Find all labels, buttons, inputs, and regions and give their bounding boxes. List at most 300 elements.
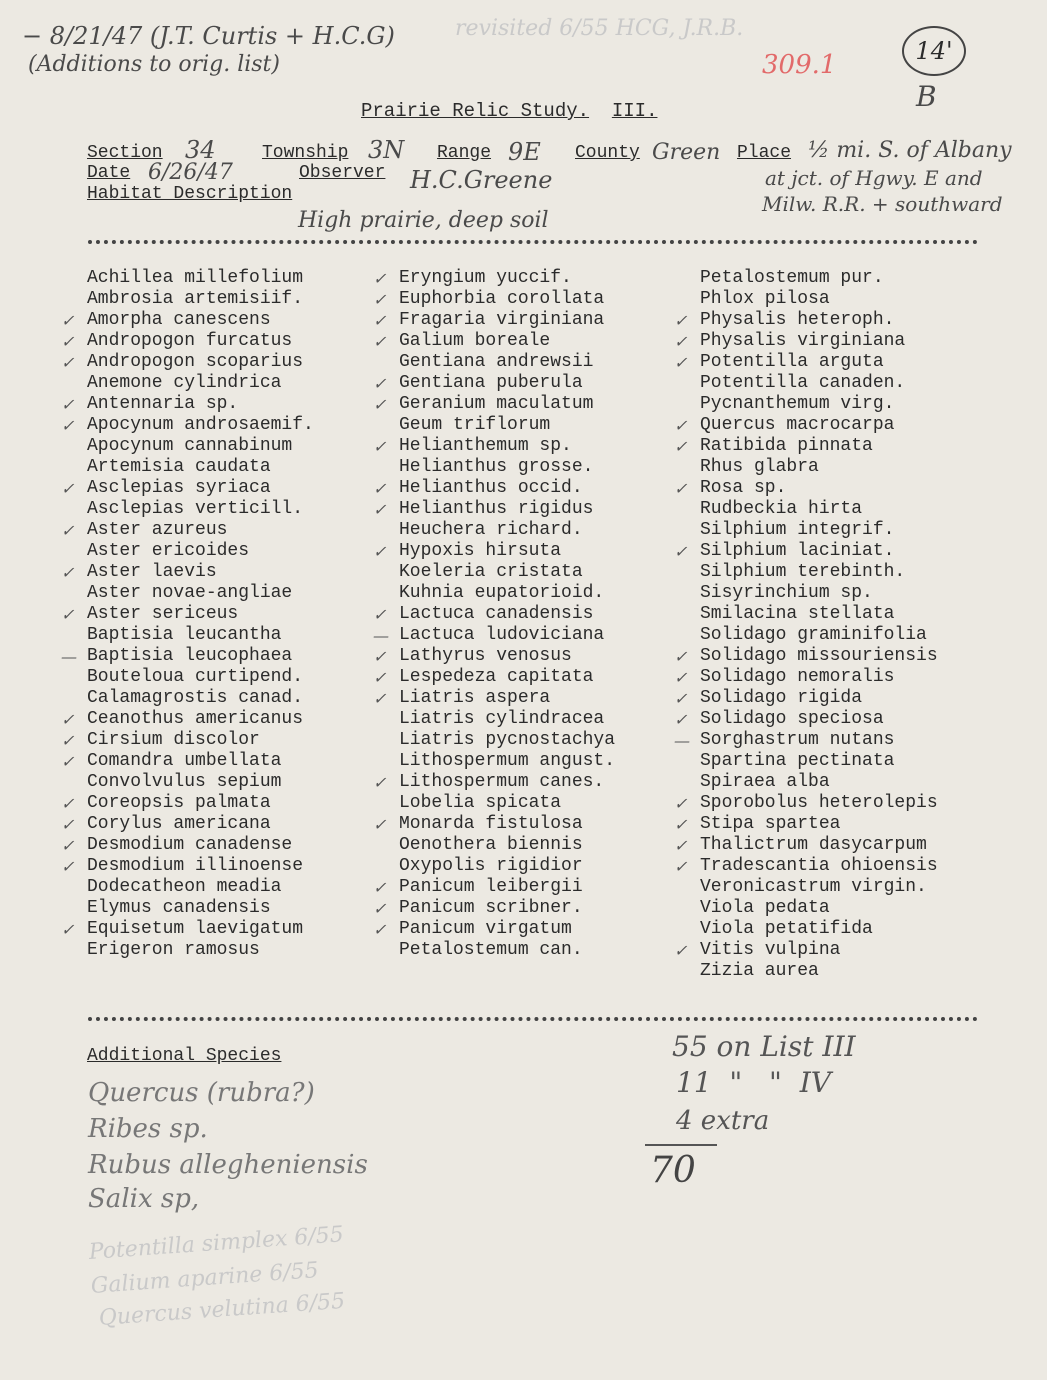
range-value: 9E bbox=[508, 138, 541, 166]
species-name: Solidago rigida bbox=[700, 688, 863, 708]
species-name: Ambrosia artemisiif. bbox=[87, 289, 304, 309]
species-name: Silphium terebinth. bbox=[700, 562, 906, 582]
species-row bbox=[674, 415, 938, 436]
species-name: Heuchera richard. bbox=[399, 520, 583, 540]
sheet-letter: B bbox=[916, 80, 937, 113]
species-name: Spartina pectinata bbox=[700, 751, 895, 771]
species-name: Solidago speciosa bbox=[700, 709, 884, 729]
species-name: Lactuca ludoviciana bbox=[399, 625, 605, 645]
species-row bbox=[700, 625, 938, 646]
check-mark-icon: ✓ bbox=[674, 668, 688, 687]
species-row bbox=[373, 625, 615, 646]
check-mark-icon: ✓ bbox=[674, 710, 688, 729]
species-name: Phlox pilosa bbox=[700, 289, 830, 309]
additional-item: Rubus allegheniensis bbox=[88, 1150, 368, 1180]
date-label: Date bbox=[87, 163, 131, 183]
species-row bbox=[399, 709, 615, 730]
tally-rule bbox=[645, 1144, 717, 1146]
species-row bbox=[700, 604, 938, 625]
species-row bbox=[373, 331, 615, 352]
species-row bbox=[700, 583, 938, 604]
species-name: Helianthus grosse. bbox=[399, 457, 594, 477]
check-mark-icon: ✓ bbox=[674, 311, 688, 330]
species-name: Koeleria cristata bbox=[399, 562, 583, 582]
species-row bbox=[87, 499, 314, 520]
check-mark-icon: ✓ bbox=[373, 647, 387, 666]
species-name: Physalis virginiana bbox=[700, 331, 906, 351]
species-name: Viola petatifida bbox=[700, 919, 873, 939]
species-name: Aster sericeus bbox=[87, 604, 239, 624]
species-name: Stipa spartea bbox=[700, 814, 841, 834]
species-name: Panicum virgatum bbox=[399, 919, 572, 939]
species-row bbox=[674, 436, 938, 457]
check-mark-icon: ✓ bbox=[674, 815, 688, 834]
species-column-2 bbox=[373, 268, 616, 961]
check-mark-icon: ✓ bbox=[61, 563, 75, 582]
check-mark-icon: ✓ bbox=[61, 353, 75, 372]
species-row bbox=[61, 646, 314, 667]
species-row bbox=[399, 415, 615, 436]
check-mark-icon: ✓ bbox=[61, 752, 75, 771]
species-row bbox=[87, 268, 314, 289]
observer-value: H.C.Greene bbox=[410, 166, 553, 194]
check-mark-icon: ✓ bbox=[373, 269, 387, 288]
species-name: Tradescantia ohioensis bbox=[700, 856, 938, 876]
species-name: Solidago nemoralis bbox=[700, 667, 895, 687]
species-name: Corylus americana bbox=[87, 814, 271, 834]
species-row bbox=[87, 772, 314, 793]
check-mark-icon: ✓ bbox=[61, 332, 75, 351]
additional-species-label: Additional Species bbox=[87, 1046, 282, 1066]
species-name: Andropogon furcatus bbox=[87, 331, 293, 351]
species-row bbox=[674, 730, 938, 751]
species-name: Geranium maculatum bbox=[399, 394, 594, 414]
check-mark-icon: ✓ bbox=[61, 815, 75, 834]
species-name: Bouteloua curtipend. bbox=[87, 667, 304, 687]
species-row bbox=[399, 562, 615, 583]
species-row bbox=[674, 478, 938, 499]
species-row bbox=[674, 331, 938, 352]
check-mark-icon: ✓ bbox=[373, 878, 387, 897]
species-row bbox=[61, 919, 314, 940]
species-name: Helianthus occid. bbox=[399, 478, 583, 498]
species-name: Panicum leibergii bbox=[399, 877, 583, 897]
species-name: Convolvulus sepium bbox=[87, 772, 282, 792]
species-row bbox=[61, 520, 314, 541]
species-name: Gentiana andrewsii bbox=[399, 352, 594, 372]
faint-item: Galium aparine 6/55 bbox=[90, 1258, 320, 1299]
range-label: Range bbox=[437, 143, 492, 163]
species-row bbox=[700, 961, 938, 982]
species-row bbox=[61, 709, 314, 730]
check-mark-icon: ✓ bbox=[61, 395, 75, 414]
species-row bbox=[674, 310, 938, 331]
species-name: Sorghastrum nutans bbox=[700, 730, 895, 750]
species-row bbox=[61, 814, 314, 835]
species-row bbox=[674, 835, 938, 856]
species-name: Thalictrum dasycarpum bbox=[700, 835, 927, 855]
species-row bbox=[373, 541, 615, 562]
check-mark-icon: ✓ bbox=[61, 920, 75, 939]
check-mark-icon: ✓ bbox=[373, 542, 387, 561]
check-mark-icon: ✓ bbox=[373, 290, 387, 309]
species-name: Baptisia leucophaea bbox=[87, 646, 293, 666]
species-name: Galium boreale bbox=[399, 331, 551, 351]
species-row bbox=[61, 331, 314, 352]
check-mark-icon: ✓ bbox=[373, 437, 387, 456]
species-name: Aster novae-angliae bbox=[87, 583, 293, 603]
species-row bbox=[87, 436, 314, 457]
section-label: Section bbox=[87, 143, 163, 163]
species-name: Equisetum laevigatum bbox=[87, 919, 304, 939]
species-row bbox=[700, 457, 938, 478]
check-mark-icon: ✓ bbox=[674, 542, 688, 561]
species-name: Solidago missouriensis bbox=[700, 646, 938, 666]
species-row bbox=[674, 688, 938, 709]
county-label: County bbox=[575, 143, 640, 163]
species-row bbox=[674, 793, 938, 814]
species-name: Apocynum androsaemif. bbox=[87, 415, 314, 435]
species-name: Kuhnia eupatorioid. bbox=[399, 583, 605, 603]
place-label: Place bbox=[737, 143, 792, 163]
check-mark-icon: ✓ bbox=[61, 710, 75, 729]
tally-line-2: 11 " " IV bbox=[676, 1066, 831, 1099]
check-mark-icon: ✓ bbox=[373, 668, 387, 687]
species-name: Spiraea alba bbox=[700, 772, 830, 792]
species-row bbox=[674, 667, 938, 688]
species-name: Lathyrus venosus bbox=[399, 646, 572, 666]
check-mark-icon: ✓ bbox=[373, 689, 387, 708]
species-row bbox=[674, 856, 938, 877]
species-name: Viola pedata bbox=[700, 898, 830, 918]
species-name: Monarda fistulosa bbox=[399, 814, 583, 834]
check-mark-icon: ✓ bbox=[373, 332, 387, 351]
tally-total: 70 bbox=[650, 1150, 696, 1191]
place-value-3: Milw. R.R. + southward bbox=[762, 192, 1003, 216]
habitat-label: Habitat Description bbox=[87, 184, 293, 204]
species-name: Zizia aurea bbox=[700, 961, 819, 981]
species-row bbox=[87, 541, 314, 562]
species-name: Ceanothus americanus bbox=[87, 709, 304, 729]
check-mark-icon: ✓ bbox=[373, 920, 387, 939]
species-name: Pycnanthemum virg. bbox=[700, 394, 895, 414]
species-row bbox=[87, 373, 314, 394]
check-mark-icon: ✓ bbox=[61, 521, 75, 540]
species-row bbox=[373, 289, 615, 310]
species-row bbox=[61, 562, 314, 583]
species-row bbox=[399, 520, 615, 541]
place-value-2: at jct. of Hgwy. E and bbox=[765, 166, 983, 190]
species-row bbox=[674, 352, 938, 373]
check-mark-icon: ✓ bbox=[674, 794, 688, 813]
species-row bbox=[373, 499, 615, 520]
species-row bbox=[61, 751, 314, 772]
dash-mark-icon: — bbox=[674, 731, 690, 750]
check-mark-icon: ✓ bbox=[674, 941, 688, 960]
species-row bbox=[87, 688, 314, 709]
species-row bbox=[399, 835, 615, 856]
species-row bbox=[399, 793, 615, 814]
check-mark-icon: ✓ bbox=[674, 353, 688, 372]
species-row bbox=[87, 898, 314, 919]
species-name: Andropogon scoparius bbox=[87, 352, 304, 372]
title-text: Prairie Relic Study. bbox=[361, 100, 590, 122]
species-name: Quercus macrocarpa bbox=[700, 415, 895, 435]
township-value: 3N bbox=[368, 136, 405, 164]
check-mark-icon: ✓ bbox=[674, 836, 688, 855]
species-name: Solidago graminifolia bbox=[700, 625, 927, 645]
species-row bbox=[87, 457, 314, 478]
observer-label: Observer bbox=[299, 163, 386, 183]
species-name: Antennaria sp. bbox=[87, 394, 239, 414]
additional-item: Quercus (rubra?) bbox=[88, 1078, 315, 1108]
species-row bbox=[700, 289, 938, 310]
check-mark-icon: ✓ bbox=[373, 899, 387, 918]
check-mark-icon: ✓ bbox=[373, 479, 387, 498]
species-name: Desmodium canadense bbox=[87, 835, 293, 855]
species-row bbox=[399, 856, 615, 877]
species-name: Lithospermum canes. bbox=[399, 772, 605, 792]
check-mark-icon: ✓ bbox=[373, 605, 387, 624]
species-row bbox=[373, 688, 615, 709]
check-mark-icon: ✓ bbox=[674, 479, 688, 498]
divider-top bbox=[88, 240, 978, 244]
species-name: Artemisia caudata bbox=[87, 457, 271, 477]
species-row bbox=[373, 268, 615, 289]
check-mark-icon: ✓ bbox=[674, 857, 688, 876]
township-label: Township bbox=[262, 143, 349, 163]
species-name: Silphium integrif. bbox=[700, 520, 895, 540]
species-name: Desmodium illinoense bbox=[87, 856, 304, 876]
tally-line-3: 4 extra bbox=[676, 1106, 770, 1136]
species-name: Aster laevis bbox=[87, 562, 217, 582]
faint-item: Potentilla simplex 6/55 bbox=[88, 1222, 345, 1265]
check-mark-icon: ✓ bbox=[373, 815, 387, 834]
page-title bbox=[361, 100, 657, 122]
species-row bbox=[700, 562, 938, 583]
title-number: III. bbox=[611, 100, 658, 122]
species-name: Rhus glabra bbox=[700, 457, 819, 477]
species-row bbox=[373, 877, 615, 898]
species-row bbox=[87, 583, 314, 604]
tally-line-1: 55 on List III bbox=[672, 1030, 856, 1063]
check-mark-icon: ✓ bbox=[674, 689, 688, 708]
species-name: Lactuca canadensis bbox=[399, 604, 594, 624]
section-value: 34 bbox=[185, 136, 216, 164]
species-name: Euphorbia corollata bbox=[399, 289, 605, 309]
species-name: Petalostemum can. bbox=[399, 940, 583, 960]
county-value: Green bbox=[652, 140, 721, 165]
species-row bbox=[674, 646, 938, 667]
species-row bbox=[373, 394, 615, 415]
species-row bbox=[61, 478, 314, 499]
species-row bbox=[61, 604, 314, 625]
species-row bbox=[700, 499, 938, 520]
species-row bbox=[399, 751, 615, 772]
species-name: Lespedeza capitata bbox=[399, 667, 594, 687]
check-mark-icon: ✓ bbox=[61, 479, 75, 498]
species-name: Rudbeckia hirta bbox=[700, 499, 863, 519]
species-row bbox=[700, 898, 938, 919]
species-name: Liatris aspera bbox=[399, 688, 551, 708]
date-note: − 8/21/47 (J.T. Curtis + H.C.G) bbox=[22, 22, 395, 50]
species-name: Erigeron ramosus bbox=[87, 940, 260, 960]
species-name: Lithospermum angust. bbox=[399, 751, 616, 771]
date-note-sub: (Additions to orig. list) bbox=[28, 52, 280, 77]
check-mark-icon: ✓ bbox=[674, 437, 688, 456]
check-mark-icon: ✓ bbox=[373, 311, 387, 330]
species-row bbox=[399, 583, 615, 604]
check-mark-icon: ✓ bbox=[373, 773, 387, 792]
species-name: Oenothera biennis bbox=[399, 835, 583, 855]
species-name: Oxypolis rigidior bbox=[399, 856, 583, 876]
species-row bbox=[674, 814, 938, 835]
species-name: Vitis vulpina bbox=[700, 940, 841, 960]
check-mark-icon: ✓ bbox=[674, 332, 688, 351]
species-row bbox=[61, 730, 314, 751]
faint-item: Quercus velutina 6/55 bbox=[98, 1288, 346, 1331]
species-row bbox=[674, 541, 938, 562]
species-name: Achillea millefolium bbox=[87, 268, 304, 288]
species-row bbox=[373, 814, 615, 835]
check-mark-icon: ✓ bbox=[61, 731, 75, 750]
species-name: Coreopsis palmata bbox=[87, 793, 271, 813]
species-name: Anemone cylindrica bbox=[87, 373, 282, 393]
revisited-note: revisited 6/55 HCG, J.R.B. bbox=[455, 16, 744, 41]
species-name: Calamagrostis canad. bbox=[87, 688, 304, 708]
species-row bbox=[700, 919, 938, 940]
species-row bbox=[61, 793, 314, 814]
check-mark-icon: ✓ bbox=[61, 794, 75, 813]
species-name: Petalostemum pur. bbox=[700, 268, 884, 288]
species-name: Potentilla arguta bbox=[700, 352, 884, 372]
species-name: Baptisia leucantha bbox=[87, 625, 282, 645]
species-row bbox=[700, 751, 938, 772]
species-row bbox=[61, 310, 314, 331]
check-mark-icon: ✓ bbox=[61, 836, 75, 855]
species-name: Amorpha canescens bbox=[87, 310, 271, 330]
species-name: Apocynum cannabinum bbox=[87, 436, 293, 456]
species-name: Smilacina stellata bbox=[700, 604, 895, 624]
check-mark-icon: ✓ bbox=[61, 416, 75, 435]
species-row bbox=[61, 415, 314, 436]
species-name: Dodecatheon meadia bbox=[87, 877, 282, 897]
date-value: 6/26/47 bbox=[148, 160, 233, 185]
species-row bbox=[700, 268, 938, 289]
species-name: Silphium laciniat. bbox=[700, 541, 895, 561]
species-name: Helianthemum sp. bbox=[399, 436, 572, 456]
species-name: Veronicastrum virgin. bbox=[700, 877, 927, 897]
species-name: Sisyrinchium sp. bbox=[700, 583, 873, 603]
check-mark-icon: ✓ bbox=[674, 647, 688, 666]
species-row bbox=[61, 856, 314, 877]
species-row bbox=[373, 310, 615, 331]
species-row bbox=[87, 289, 314, 310]
catalog-number: 309.1 bbox=[762, 50, 837, 80]
species-name: Panicum scribner. bbox=[399, 898, 583, 918]
dash-mark-icon: — bbox=[61, 647, 77, 666]
species-row bbox=[61, 352, 314, 373]
species-name: Asclepias syriaca bbox=[87, 478, 271, 498]
species-row bbox=[373, 436, 615, 457]
species-row bbox=[674, 709, 938, 730]
species-row bbox=[87, 625, 314, 646]
species-row bbox=[700, 520, 938, 541]
species-row bbox=[399, 730, 615, 751]
species-row bbox=[61, 394, 314, 415]
species-name: Asclepias verticill. bbox=[87, 499, 304, 519]
place-value-1: ½ mi. S. of Albany bbox=[808, 138, 1012, 163]
species-row bbox=[399, 457, 615, 478]
check-mark-icon: ✓ bbox=[674, 416, 688, 435]
additional-item: Ribes sp. bbox=[88, 1114, 208, 1144]
circled-number: 14' bbox=[902, 26, 966, 76]
species-row bbox=[373, 919, 615, 940]
species-name: Hypoxis hirsuta bbox=[399, 541, 562, 561]
dash-mark-icon: — bbox=[373, 626, 389, 645]
species-column-3 bbox=[674, 268, 938, 982]
species-row bbox=[61, 835, 314, 856]
species-row bbox=[700, 877, 938, 898]
species-name: Elymus canadensis bbox=[87, 898, 271, 918]
species-name: Ratibida pinnata bbox=[700, 436, 873, 456]
species-name: Comandra umbellata bbox=[87, 751, 282, 771]
species-name: Lobelia spicata bbox=[399, 793, 562, 813]
species-row bbox=[87, 940, 314, 961]
species-row bbox=[87, 877, 314, 898]
species-name: Cirsium discolor bbox=[87, 730, 260, 750]
species-row bbox=[373, 772, 615, 793]
species-row bbox=[674, 940, 938, 961]
species-row bbox=[399, 352, 615, 373]
species-name: Liatris cylindracea bbox=[399, 709, 605, 729]
species-row bbox=[700, 772, 938, 793]
species-row bbox=[373, 646, 615, 667]
check-mark-icon: ✓ bbox=[373, 500, 387, 519]
species-name: Geum triflorum bbox=[399, 415, 551, 435]
check-mark-icon: ✓ bbox=[61, 857, 75, 876]
species-row bbox=[373, 667, 615, 688]
species-name: Rosa sp. bbox=[700, 478, 787, 498]
species-name: Liatris pycnostachya bbox=[399, 730, 616, 750]
species-row bbox=[700, 394, 938, 415]
species-row bbox=[87, 667, 314, 688]
check-mark-icon: ✓ bbox=[373, 395, 387, 414]
species-row bbox=[373, 478, 615, 499]
divider-bottom bbox=[88, 1017, 978, 1021]
species-name: Eryngium yuccif. bbox=[399, 268, 572, 288]
species-row bbox=[373, 373, 615, 394]
species-column-1 bbox=[61, 268, 314, 961]
species-row bbox=[373, 898, 615, 919]
species-name: Helianthus rigidus bbox=[399, 499, 594, 519]
habitat-value: High prairie, deep soil bbox=[298, 208, 549, 233]
species-name: Aster azureus bbox=[87, 520, 228, 540]
species-row bbox=[373, 604, 615, 625]
species-name: Fragaria virginiana bbox=[399, 310, 605, 330]
species-name: Sporobolus heterolepis bbox=[700, 793, 938, 813]
species-row bbox=[700, 373, 938, 394]
species-name: Aster ericoides bbox=[87, 541, 250, 561]
check-mark-icon: ✓ bbox=[61, 605, 75, 624]
check-mark-icon: ✓ bbox=[373, 374, 387, 393]
additional-item: Salix sp, bbox=[88, 1184, 200, 1214]
species-row bbox=[399, 940, 615, 961]
species-name: Potentilla canaden. bbox=[700, 373, 906, 393]
check-mark-icon: ✓ bbox=[61, 311, 75, 330]
species-name: Gentiana puberula bbox=[399, 373, 583, 393]
species-name: Physalis heteroph. bbox=[700, 310, 895, 330]
